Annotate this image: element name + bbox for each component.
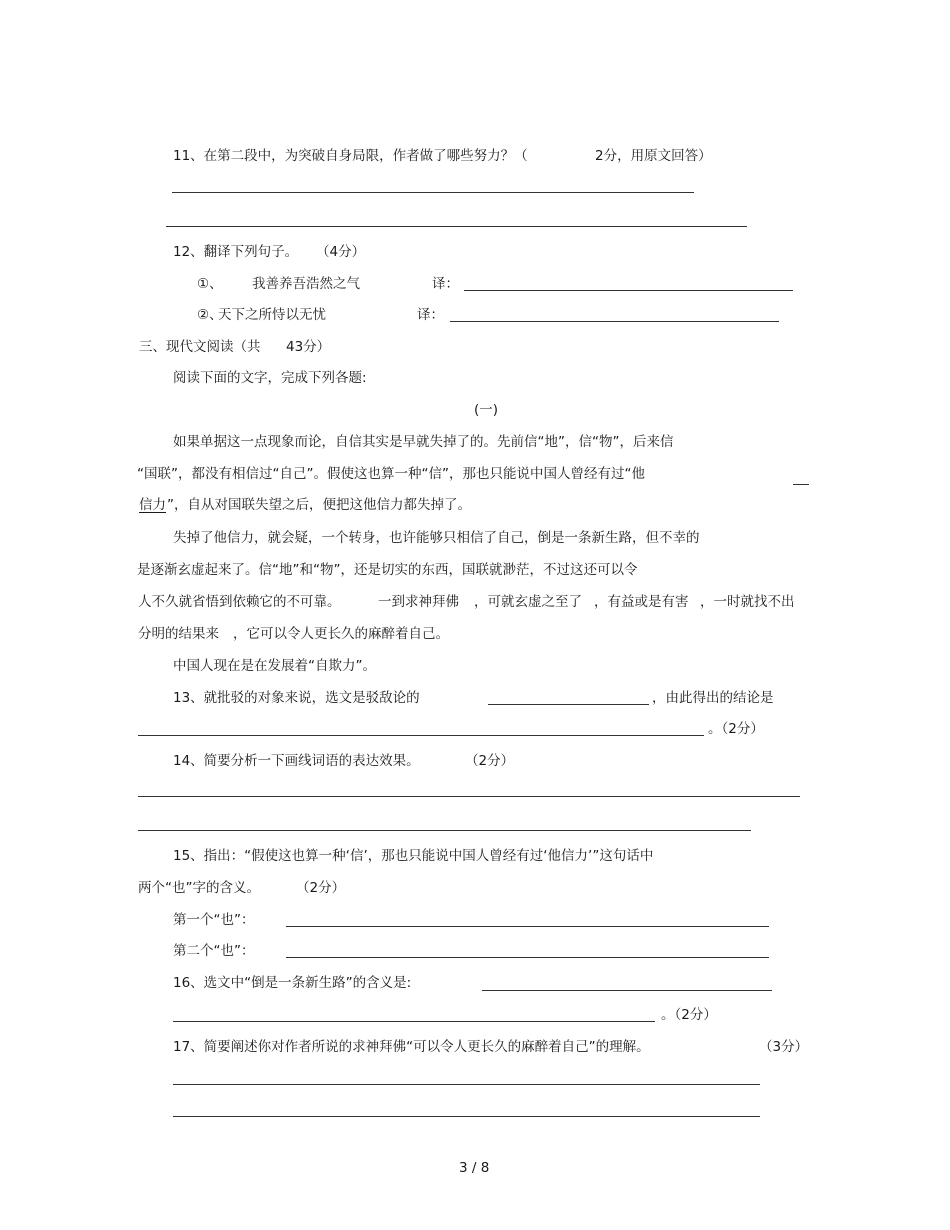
q15-score: （2分）	[296, 880, 346, 896]
answer-line-q15-2[interactable]	[286, 957, 769, 958]
answer-line-q11-1[interactable]	[172, 192, 694, 193]
q12-item1-label: 译：	[432, 276, 459, 292]
q11-text: 11、在第二段中，为突破自身局限，作者做了哪些努力？（	[173, 148, 528, 164]
passage-p2-line3c: ，可就玄虚之至了	[474, 594, 582, 610]
q12-item2-sentence: 天下之所恃以无忧	[218, 307, 326, 323]
passage-p1-line2: “国联”，都没有相信过“自己”。假使这也算一种“信”，那也只能说中国人曾经有过“他	[137, 466, 645, 482]
passage-p2-line2: 是逐渐玄虚起来了。信“地”和“物”，还是切实的东西，国联就渺茫，不过这还可以令	[137, 562, 638, 578]
q15-first-label: 第一个“也”：	[173, 912, 255, 928]
q12-item1-sentence: 我善养吾浩然之气	[252, 276, 360, 292]
q11-score: 2分，用原文回答）	[595, 148, 712, 164]
passage-underlined-phrase: 信力	[139, 497, 166, 513]
answer-line-q16-2[interactable]	[173, 1021, 655, 1022]
q14-text: 14、简要分析一下画线词语的表达效果。	[173, 753, 420, 769]
answer-line-q17-1[interactable]	[173, 1084, 760, 1085]
passage-title: (一)	[474, 402, 499, 418]
answer-line-q13-1[interactable]	[488, 704, 649, 705]
passage-p2-line3d: ，有益或是有害	[594, 594, 689, 610]
q17-text: 17、简要阐述你对作者所说的求神拜佛“可以令人更长久的麻醉着自己”的理解。	[173, 1039, 650, 1055]
q14-score: （2分）	[465, 753, 515, 769]
answer-line-q14-2[interactable]	[138, 830, 751, 831]
passage-p1-line1: 如果单据这一点现象而论，自信其实是早就失掉了的。先前信“地”，信“物”，后来信	[173, 434, 674, 450]
q12-text: 12、翻译下列句子。	[173, 244, 299, 260]
answer-line-q13-2[interactable]	[138, 735, 704, 736]
q16-end: 。（2分）	[661, 1007, 717, 1023]
answer-line-q15-1[interactable]	[286, 926, 769, 927]
passage-p2-line3e: ，一时就找不出	[700, 594, 795, 610]
q16-text: 16、选文中“倒是一条新生路”的含义是:	[173, 975, 412, 991]
q17-score: （3分）	[759, 1039, 809, 1055]
passage-p2-line1: 失掉了他信力，就会疑，一个转身，也许能够只相信了自己，倒是一条新生路，但不幸的	[173, 530, 700, 546]
q15-line1: 15、指出：“假使这也算一种‘信’，那也只能说中国人曾经有过‘他信力’”这句话中	[173, 848, 654, 864]
passage-p1-line3: ”，自从对国联失望之后，便把这他信力都失掉了。	[167, 497, 471, 513]
answer-line-q12-2[interactable]	[450, 321, 779, 322]
page-number: 3 / 8	[459, 1160, 490, 1176]
answer-line-q12-1[interactable]	[464, 290, 793, 291]
passage-p3: 中国人现在是在发展着“自欺力”。	[173, 658, 376, 674]
q13-mid: ，由此得出的结论是	[652, 690, 774, 706]
blank-mark	[793, 484, 809, 485]
passage-p2-line4: 分明的结果来	[138, 626, 219, 642]
answer-line-q11-2[interactable]	[166, 226, 747, 227]
passage-p2-line4b: ，它可以令人更长久的麻醉着自己。	[233, 626, 449, 642]
answer-line-q14-1[interactable]	[138, 796, 800, 797]
q15-second-label: 第二个“也”：	[173, 943, 255, 959]
section3-title: 三、现代文阅读（共	[139, 339, 261, 355]
q13-end: 。（2分）	[708, 721, 764, 737]
q12-item2-num: ②、	[197, 307, 223, 323]
answer-line-q17-2[interactable]	[173, 1116, 760, 1117]
q15-line2: 两个“也”字的含义。	[138, 880, 260, 896]
answer-line-q16-1[interactable]	[482, 990, 772, 991]
passage-p2-line3a: 人不久就省悟到依赖它的不可靠。	[138, 594, 341, 610]
q12-item2-label: 译：	[417, 307, 444, 323]
passage-p2-line3b: 一到求神拜佛	[378, 594, 459, 610]
instruction: 阅读下面的文字，完成下列各题:	[173, 370, 367, 386]
q12-score: （4分）	[316, 244, 366, 260]
section3-score: 43分）	[286, 339, 331, 355]
q12-item1-num: ①、	[197, 276, 223, 292]
q13-text: 13、就批驳的对象来说，选文是驳敌论的	[173, 690, 420, 706]
